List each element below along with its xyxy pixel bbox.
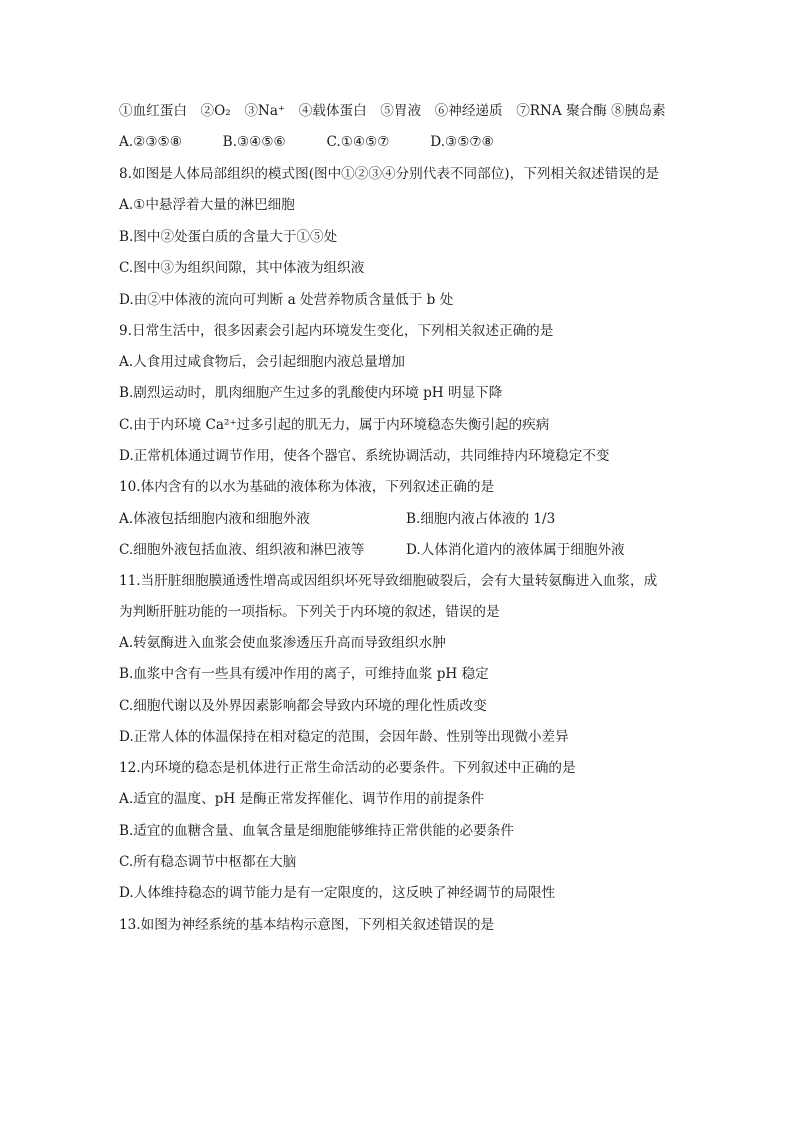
q10-stem: 10.体内含有的以水为基础的液体称为体液，下列叙述正确的是 xyxy=(119,479,495,495)
q8-option-d: D.由②中体液的流向可判断 a 处营养物质含量低于 b 处 xyxy=(119,292,454,308)
q11-option-c: C.细胞代谢以及外界因素影响都会导致内环境的理化性质改变 xyxy=(119,698,487,714)
q10-option-c: C.细胞外液包括血液、组织液和淋巴液等 xyxy=(119,542,365,558)
q8-option-a: A.①中悬浮着大量的淋巴细胞 xyxy=(119,197,295,213)
q9-option-c: C.由于内环境 Ca²⁺过多引起的肌无力，属于内环境稳态失衡引起的疾病 xyxy=(119,417,550,433)
q12-option-d: D.人体维持稳态的调节能力是有一定限度的，这反映了神经调节的局限性 xyxy=(119,885,556,901)
q12-stem: 12.内环境的稳态是机体进行正常生命活动的必要条件。下列叙述中正确的是 xyxy=(119,760,576,776)
q9-option-a: A.人食用过咸食物后，会引起细胞内液总量增加 xyxy=(119,354,406,370)
q9-option-d: D.正常机体通过调节作用，使各个器官、系统协调活动，共同维持内环境稳定不变 xyxy=(119,448,610,464)
q11-option-a: A.转氨酶进入血浆会使血浆渗透压升高而导致组织水肿 xyxy=(119,635,446,651)
q11-stem-line1: 11.当肝脏细胞膜通透性增高或因组织坏死导致细胞破裂后，会有大量转氨酶进入血浆，成 xyxy=(119,573,658,589)
q11-option-d: D.正常人体的体温保持在相对稳定的范围，会因年龄、性别等出现微小差异 xyxy=(119,729,569,745)
q11-option-b: B.血浆中含有一些具有缓冲作用的离子，可维持血浆 pH 稳定 xyxy=(119,666,489,682)
q9-option-b: B.剧烈运动时，肌肉细胞产生过多的乳酸使内环境 pH 明显下降 xyxy=(119,385,503,401)
q8-option-b: B.图中②处蛋白质的含量大于①⑤处 xyxy=(119,229,338,245)
q12-option-b: B.适宜的血糖含量、血氧含量是细胞能够维持正常供能的必要条件 xyxy=(119,823,514,839)
q8-stem: 8.如图是人体局部组织的模式图(图中①②③④分别代表不同部位)，下列相关叙述错误的是 xyxy=(119,166,660,182)
q9-stem: 9.日常生活中，很多因素会引起内环境发生变化，下列相关叙述正确的是 xyxy=(119,323,554,339)
q11-stem-line2: 为判断肝脏功能的一项指标。下列关于内环境的叙述，错误的是 xyxy=(119,604,500,620)
q12-option-c: C.所有稳态调节中枢都在大脑 xyxy=(119,854,297,870)
q12-option-a: A.适宜的温度、pH 是酶正常发挥催化、调节作用的前提条件 xyxy=(119,791,485,807)
q7-items-line: ①血红蛋白 ②O₂ ③Na⁺ ④载体蛋白 ⑤胃液 ⑥神经递质 ⑦RNA 聚合酶 ⑧胰岛素 xyxy=(119,103,666,119)
q10-option-b: B.细胞内液占体液的 1/3 xyxy=(406,511,556,527)
q8-option-c: C.图中③为组织间隙，其中体液为组织液 xyxy=(119,260,365,276)
q7-options-line: A.②③⑤⑧ B.③④⑤⑥ C.①④⑤⑦ D.③⑤⑦⑧ xyxy=(119,134,494,150)
q10-option-a: A.体液包括细胞内液和细胞外液 xyxy=(119,511,310,527)
q13-stem: 13.如图为神经系统的基本结构示意图，下列相关叙述错误的是 xyxy=(119,917,495,933)
q10-option-d: D.人体消化道内的液体属于细胞外液 xyxy=(406,542,625,558)
